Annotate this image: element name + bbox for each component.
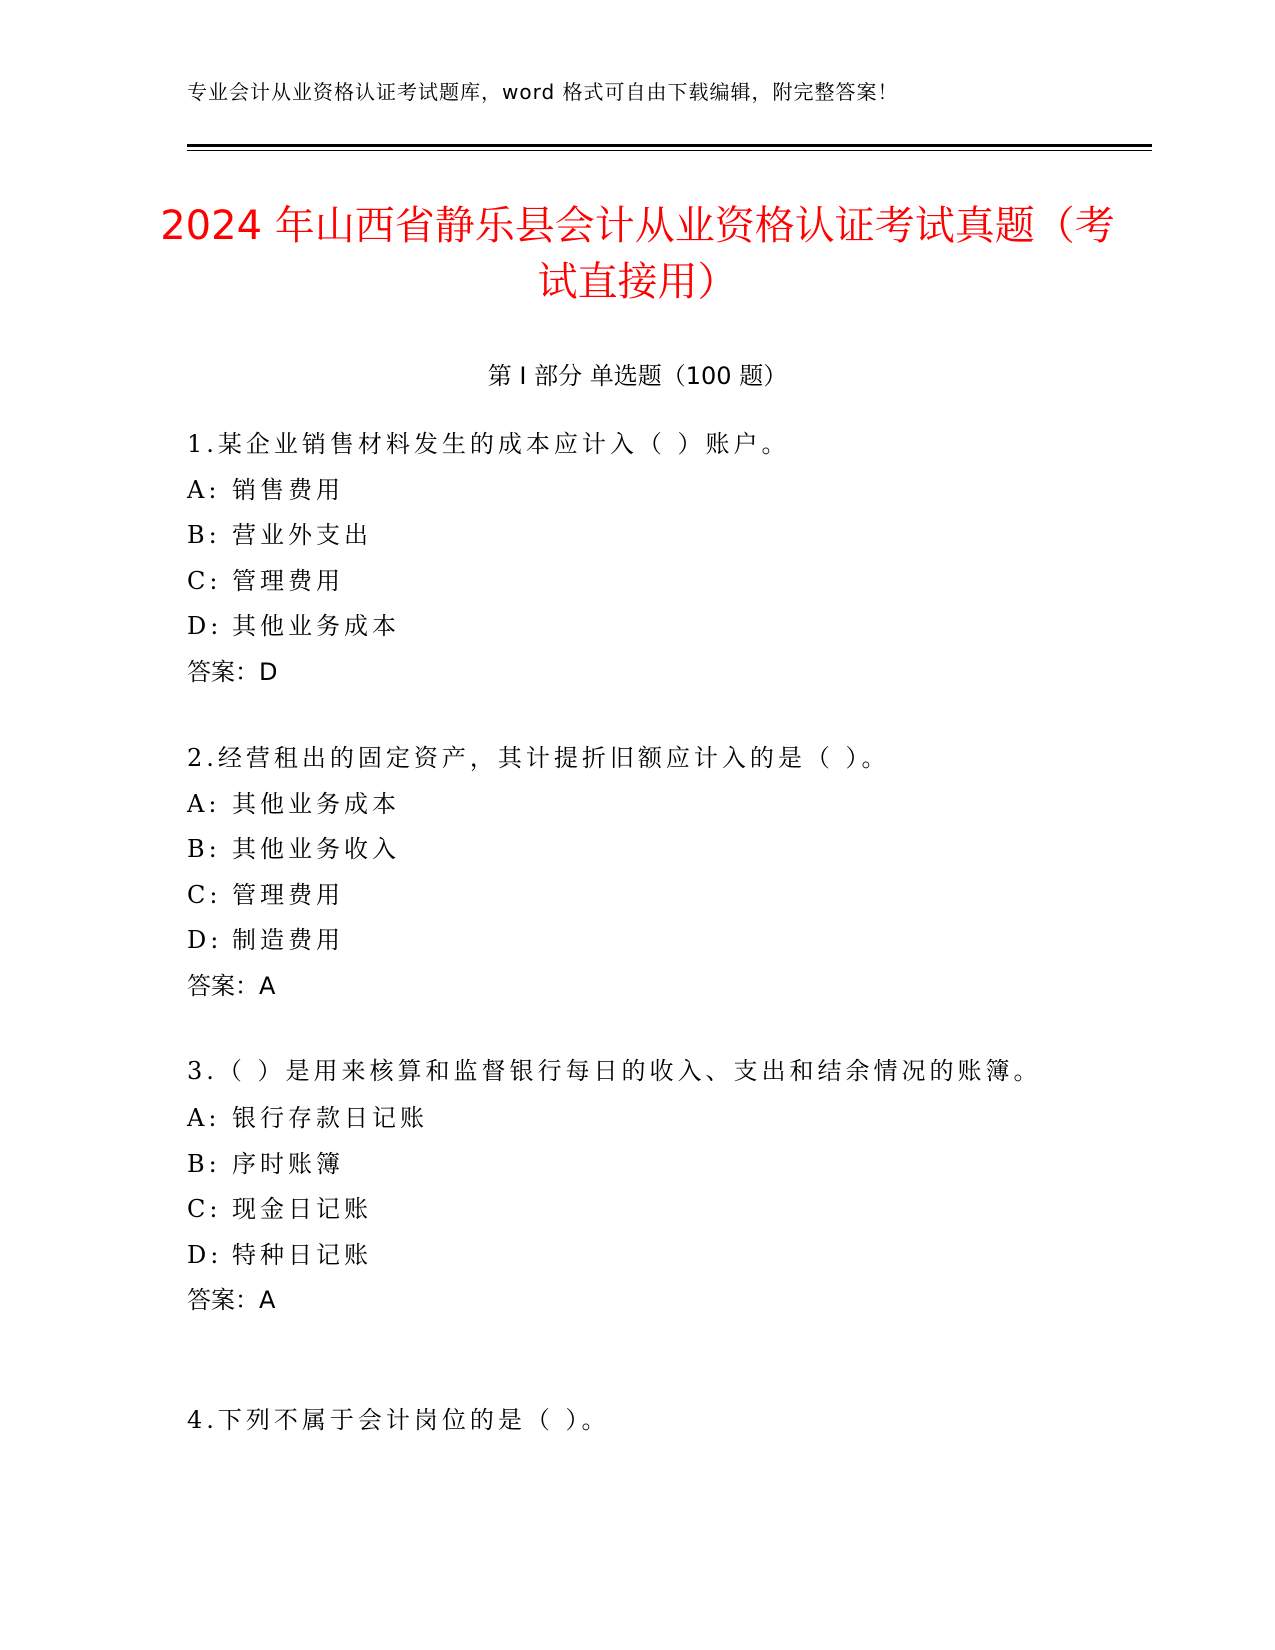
answer-line: 答案：A (187, 1286, 276, 1314)
option-text: 其他业务成本 (232, 789, 400, 818)
option-label: B: (187, 1149, 221, 1178)
header-note: 专业会计从业资格认证考试题库，word 格式可自由下载编辑，附完整答案！ (187, 80, 899, 104)
answer-line: 答案：A (187, 971, 276, 1000)
option-label: C: (187, 880, 222, 909)
option-label: D: (187, 612, 223, 640)
question-4 (187, 1398, 1067, 1444)
option-d (187, 1233, 1047, 1279)
option-label: B: (187, 835, 221, 863)
question-stem: 3.（ ）是用来核算和监督银行每日的收入、支出和结余情况的账簿。 (187, 1057, 1042, 1085)
option-a (187, 782, 1067, 828)
header-rule-thick (187, 144, 1152, 147)
question-1 (187, 422, 1067, 695)
option-text: 银行存款日记账 (232, 1104, 428, 1132)
option-label: D: (187, 1240, 223, 1269)
option-label: C: (187, 1195, 222, 1223)
option-text: 管理费用 (232, 566, 344, 595)
question-3 (187, 1046, 1047, 1324)
option-text: 制造费用 (232, 926, 344, 954)
option-label: B: (187, 521, 221, 549)
option-label: C: (187, 566, 222, 595)
option-text: 特种日记账 (232, 1240, 372, 1269)
option-d (187, 918, 1067, 964)
option-label: A: (187, 475, 221, 504)
option-label: A: (187, 789, 221, 818)
option-a (187, 468, 1067, 514)
option-label: D: (187, 926, 223, 954)
option-d (187, 604, 1067, 650)
question-stem: 2.经营租出的固定资产，其计提折旧额应计入的是（ ）。 (187, 744, 890, 772)
option-text: 营业外支出 (232, 521, 372, 549)
option-c (187, 1187, 1047, 1233)
option-text: 销售费用 (232, 475, 344, 504)
option-b (187, 827, 1067, 873)
question-stem: 4.下列不属于会计岗位的是（ ）。 (187, 1406, 610, 1434)
option-text: 其他业务收入 (232, 835, 400, 863)
option-b (187, 1142, 1047, 1188)
option-a (187, 1096, 1047, 1142)
option-text: 现金日记账 (232, 1195, 372, 1223)
section-heading: 第 I 部分 单选题（100 题） (487, 362, 788, 390)
option-c (187, 559, 1067, 605)
option-label: A: (187, 1104, 221, 1132)
option-text: 序时账簿 (232, 1149, 344, 1178)
option-text: 管理费用 (232, 880, 344, 909)
question-stem: 1.某企业销售材料发生的成本应计入（ ）账户。 (187, 430, 790, 458)
option-c (187, 873, 1067, 919)
option-b (187, 513, 1067, 559)
question-2 (187, 736, 1067, 1009)
answer-line: 答案：D (187, 657, 278, 686)
option-text: 其他业务成本 (232, 612, 400, 640)
header-rule-thin (187, 150, 1152, 151)
document-title: 2024 年山西省静乐县会计从业资格认证考试真题（考试直接用） (160, 203, 1115, 305)
